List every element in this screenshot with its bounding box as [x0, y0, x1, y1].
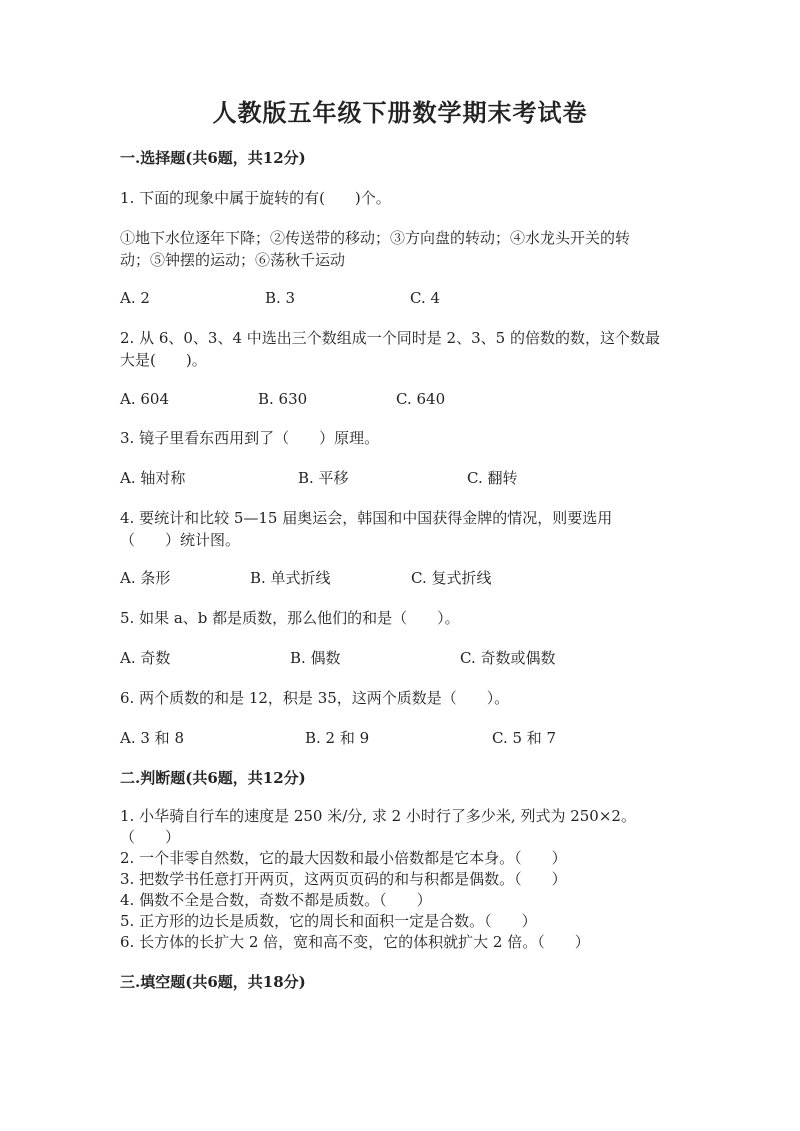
question-5-option-a: A. 奇数 — [120, 649, 171, 667]
exam-title: 人教版五年级下册数学期末考试卷 — [212, 98, 588, 127]
judgement-item-6: 6. 长方体的长扩大 2 倍，宽和高不变，它的体积就扩大 2 倍。（ ） — [120, 933, 590, 951]
section-heading-choice: 一.选择题(共6题，共12分) — [120, 149, 306, 167]
question-6-option-a: A. 3 和 8 — [120, 729, 184, 747]
judgement-item-2: 2. 一个非零自然数，它的最大因数和最小倍数都是它本身。（ ） — [120, 849, 567, 867]
question-1-option-a: A. 2 — [120, 289, 150, 307]
question-4-option-c: C. 复式折线 — [411, 569, 492, 587]
section-heading-judgement: 二.判断题(共6题，共12分) — [120, 769, 306, 787]
question-3-option-c: C. 翻转 — [467, 469, 518, 487]
question-3-option-b: B. 平移 — [298, 469, 349, 487]
question-1-text: 1. 下面的现象中属于旋转的有( )个。 — [120, 189, 391, 207]
question-1-option-b: B. 3 — [265, 289, 296, 307]
section-heading-fill-blank: 三.填空题(共6题，共18分) — [120, 973, 306, 991]
question-1-detail-line-1: ①地下水位逐年下降；②传送带的移动；③方向盘的转动；④水龙头开关的转 — [120, 229, 631, 247]
question-4-text-line-2: （ ）统计图。 — [120, 531, 241, 549]
question-3-text: 3. 镜子里看东西用到了（ ）原理。 — [120, 429, 380, 447]
question-5-option-b: B. 偶数 — [290, 649, 341, 667]
question-6-option-c: C. 5 和 7 — [492, 729, 557, 747]
question-6-text: 6. 两个质数的和是 12，积是 35，这两个质数是（ ）。 — [120, 689, 510, 707]
judgement-item-4: 4. 偶数不全是合数，奇数不都是质数。（ ） — [120, 891, 432, 909]
judgement-item-5: 5. 正方形的边长是质数，它的周长和面积一定是合数。（ ） — [120, 912, 537, 930]
judgement-item-1-blank: （ ） — [120, 828, 181, 846]
question-1-detail-line-2: 动；⑤钟摆的运动；⑥荡秋千运动 — [120, 251, 346, 269]
question-4-text-line-1: 4. 要统计和比较 5—15 届奥运会，韩国和中国获得金牌的情况，则要选用 — [120, 509, 613, 527]
question-2-text-line-1: 2. 从 6、0、3、4 中选出三个数组成一个同时是 2、3、5 的倍数的数，这个数最 — [120, 329, 660, 347]
judgement-item-1: 1. 小华骑自行车的速度是 250 米/分, 求 2 小时行了多少米, 列式为 250×2。 — [120, 807, 636, 825]
question-5-text: 5. 如果 a、b 都是质数，那么他们的和是（ ）。 — [120, 609, 460, 627]
question-2-option-c: C. 640 — [396, 390, 446, 408]
question-3-option-a: A. 轴对称 — [120, 469, 186, 487]
question-6-option-b: B. 2 和 9 — [305, 729, 370, 747]
question-4-option-b: B. 单式折线 — [250, 569, 331, 587]
question-2-option-b: B. 630 — [258, 390, 308, 408]
judgement-item-3: 3. 把数学书任意打开两页，这两页页码的和与积都是偶数。（ ） — [120, 870, 567, 888]
question-5-option-c: C. 奇数或偶数 — [460, 649, 556, 667]
question-2-text-line-2: 大是( )。 — [120, 351, 207, 369]
question-1-option-c: C. 4 — [410, 289, 441, 307]
question-2-option-a: A. 604 — [120, 390, 169, 408]
question-4-option-a: A. 条形 — [120, 569, 171, 587]
